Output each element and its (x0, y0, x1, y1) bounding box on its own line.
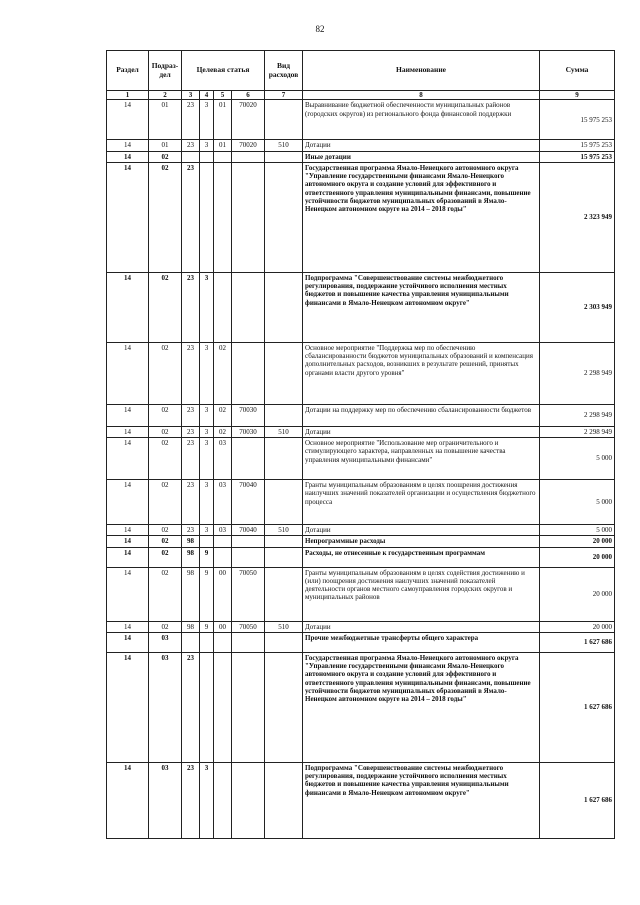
program-cell: 23 (182, 762, 200, 838)
sum-cell: 15 975 253 (540, 151, 615, 162)
program-cell: 23 (182, 342, 200, 404)
direction-cell: 70030 (232, 404, 265, 426)
program-cell: 23 (182, 404, 200, 426)
razdel-cell: 14 (107, 632, 149, 652)
podrazdel-cell: 02 (149, 426, 182, 437)
program-cell: 23 (182, 480, 200, 525)
subprogram-cell (200, 151, 214, 162)
subprogram-cell: 3 (200, 426, 214, 437)
table-row (107, 652, 615, 762)
subprogram-cell: 9 (200, 567, 214, 621)
program-cell: 23 (182, 525, 200, 536)
col-number: 3 (182, 91, 200, 100)
podrazdel-cell: 02 (149, 272, 182, 342)
sum-cell: 5 000 (540, 438, 615, 480)
razdel-cell: 14 (107, 762, 149, 838)
name-cell: Дотации (303, 525, 540, 536)
table-row (107, 151, 615, 162)
sum-cell: 5 000 (540, 525, 615, 536)
sum-cell: 2 298 949 (540, 342, 615, 404)
podrazdel-cell: 02 (149, 567, 182, 621)
razdel-cell: 14 (107, 567, 149, 621)
podrazdel-cell: 03 (149, 652, 182, 762)
sum-cell: 20 000 (540, 567, 615, 621)
razdel-cell: 14 (107, 536, 149, 547)
table-row (107, 100, 615, 140)
razdel-cell: 14 (107, 162, 149, 272)
event-cell: 02 (214, 342, 232, 404)
program-cell: 23 (182, 100, 200, 140)
name-cell: Непрограммные расходы (303, 536, 540, 547)
direction-cell (232, 536, 265, 547)
vid-cell: 510 (265, 525, 303, 536)
podrazdel-cell: 02 (149, 536, 182, 547)
podrazdel-cell: 02 (149, 342, 182, 404)
subprogram-cell: 3 (200, 272, 214, 342)
vid-cell (265, 567, 303, 621)
direction-cell (232, 162, 265, 272)
table-row (107, 547, 615, 567)
col-number: 6 (232, 91, 265, 100)
program-cell: 98 (182, 547, 200, 567)
vid-cell (265, 404, 303, 426)
header-razdel: Раздел (107, 51, 149, 91)
razdel-cell: 14 (107, 525, 149, 536)
direction-cell (232, 272, 265, 342)
vid-cell: 510 (265, 621, 303, 632)
name-cell: Основное мероприятие "Использование мер ограничительного и стимулирующего характера, направленных на повышение качества управления муниципальными финансами" (303, 438, 540, 480)
sum-cell: 1 627 686 (540, 652, 615, 762)
name-cell: Иные дотации (303, 151, 540, 162)
vid-cell (265, 652, 303, 762)
podrazdel-cell: 03 (149, 762, 182, 838)
direction-cell (232, 342, 265, 404)
table-row (107, 567, 615, 621)
podrazdel-cell: 01 (149, 140, 182, 151)
sum-cell: 20 000 (540, 547, 615, 567)
program-cell: 98 (182, 621, 200, 632)
direction-cell (232, 547, 265, 567)
program-cell: 23 (182, 652, 200, 762)
subprogram-cell (200, 162, 214, 272)
col-number: 2 (149, 91, 182, 100)
podrazdel-cell: 02 (149, 547, 182, 567)
header-vid: Вид расходов (265, 51, 303, 91)
subprogram-cell: 3 (200, 140, 214, 151)
direction-cell: 70050 (232, 621, 265, 632)
razdel-cell: 14 (107, 652, 149, 762)
event-cell (214, 547, 232, 567)
vid-cell (265, 536, 303, 547)
subprogram-cell: 3 (200, 480, 214, 525)
razdel-cell: 14 (107, 151, 149, 162)
vid-cell (265, 100, 303, 140)
program-cell: 23 (182, 426, 200, 437)
sum-cell: 15 975 253 (540, 140, 615, 151)
subprogram-cell: 3 (200, 100, 214, 140)
event-cell: 00 (214, 567, 232, 621)
name-cell: Дотации на поддержку мер по обеспечению сбалансированности бюджетов (303, 404, 540, 426)
event-cell (214, 162, 232, 272)
sum-cell: 20 000 (540, 621, 615, 632)
razdel-cell: 14 (107, 342, 149, 404)
podrazdel-cell: 03 (149, 632, 182, 652)
vid-cell (265, 762, 303, 838)
razdel-cell: 14 (107, 547, 149, 567)
direction-cell: 70040 (232, 480, 265, 525)
direction-cell: 70050 (232, 567, 265, 621)
event-cell: 01 (214, 100, 232, 140)
event-cell (214, 536, 232, 547)
razdel-cell: 14 (107, 426, 149, 437)
col-number: 8 (303, 91, 540, 100)
subprogram-cell: 3 (200, 762, 214, 838)
direction-cell (232, 632, 265, 652)
sum-cell: 2 323 949 (540, 162, 615, 272)
vid-cell (265, 632, 303, 652)
event-cell: 01 (214, 140, 232, 151)
subprogram-cell: 9 (200, 621, 214, 632)
vid-cell (265, 480, 303, 525)
sum-cell: 2 298 949 (540, 404, 615, 426)
table-row (107, 140, 615, 151)
budget-table (106, 50, 615, 839)
table-row (107, 438, 615, 480)
table-row (107, 342, 615, 404)
name-cell: Гранты муниципальным образованиям в целях поощрения достижения наилучших значений показателей организации и осуществления бюджетного процесса (303, 480, 540, 525)
vid-cell: 510 (265, 140, 303, 151)
table-row (107, 272, 615, 342)
col-number: 5 (214, 91, 232, 100)
direction-cell (232, 652, 265, 762)
col-number: 4 (200, 91, 214, 100)
direction-cell: 70030 (232, 426, 265, 437)
subprogram-cell (200, 632, 214, 652)
vid-cell (265, 547, 303, 567)
name-cell: Расходы, не отнесенные к государственным программам (303, 547, 540, 567)
event-cell: 02 (214, 404, 232, 426)
razdel-cell: 14 (107, 100, 149, 140)
vid-cell (265, 438, 303, 480)
direction-cell (232, 151, 265, 162)
subprogram-cell: 9 (200, 547, 214, 567)
event-cell: 02 (214, 426, 232, 437)
podrazdel-cell: 02 (149, 480, 182, 525)
sum-cell: 1 627 686 (540, 762, 615, 838)
event-cell: 03 (214, 480, 232, 525)
program-cell: 23 (182, 140, 200, 151)
podrazdel-cell: 01 (149, 100, 182, 140)
program-cell (182, 151, 200, 162)
page-number: 82 (315, 24, 325, 34)
event-cell (214, 652, 232, 762)
razdel-cell: 14 (107, 438, 149, 480)
col-number: 1 (107, 91, 149, 100)
name-cell: Гранты муниципальным образованиям в целях содействия достижению и (или) поощрения достижения наилучших значений показателей деятельности органов местного самоуправления городских округов и муниципальных районов (303, 567, 540, 621)
subprogram-cell: 3 (200, 342, 214, 404)
header-name: Наименование (303, 51, 540, 91)
subprogram-cell (200, 652, 214, 762)
name-cell: Выравнивание бюджетной обеспеченности муниципальных районов (городских округов) из регионального фонда финансовой поддержки (303, 100, 540, 140)
subprogram-cell: 3 (200, 438, 214, 480)
event-cell (214, 151, 232, 162)
event-cell (214, 762, 232, 838)
event-cell: 03 (214, 438, 232, 480)
razdel-cell: 14 (107, 140, 149, 151)
program-cell: 23 (182, 162, 200, 272)
table-row (107, 426, 615, 437)
table-row (107, 536, 615, 547)
direction-cell (232, 438, 265, 480)
vid-cell: 510 (265, 426, 303, 437)
event-cell (214, 272, 232, 342)
program-cell: 98 (182, 567, 200, 621)
header-summa: Сумма (540, 51, 615, 91)
table-body (107, 100, 615, 839)
name-cell: Прочие межбюджетные трансферты общего характера (303, 632, 540, 652)
program-cell: 23 (182, 438, 200, 480)
vid-cell (265, 162, 303, 272)
sum-cell: 1 627 686 (540, 632, 615, 652)
table-row (107, 480, 615, 525)
event-cell: 03 (214, 525, 232, 536)
podrazdel-cell: 02 (149, 151, 182, 162)
subprogram-cell: 3 (200, 404, 214, 426)
event-cell (214, 632, 232, 652)
name-cell: Дотации (303, 140, 540, 151)
name-cell: Подпрограмма "Совершенствование системы межбюджетного регулирования, поддержание устойчивого исполнения местных бюджетов и повышение качества управления муниципальными финансами в Ямало-Ненецком автономном округе" (303, 272, 540, 342)
table-row (107, 162, 615, 272)
podrazdel-cell: 02 (149, 404, 182, 426)
name-cell: Дотации (303, 621, 540, 632)
event-cell: 00 (214, 621, 232, 632)
direction-cell: 70020 (232, 140, 265, 151)
razdel-cell: 14 (107, 480, 149, 525)
sum-cell: 20 000 (540, 536, 615, 547)
table-row (107, 404, 615, 426)
program-cell: 98 (182, 536, 200, 547)
direction-cell: 70040 (232, 525, 265, 536)
podrazdel-cell: 02 (149, 621, 182, 632)
name-cell: Государственная программа Ямало-Ненецкого автономного округа "Управление государственными финансами Ямало-Ненецкого автономного округа и создание условий для эффективного и ответственного управления муниципальными финансами, повышение устойчивости бюджетов муниципальных образований в Ямало-Ненецком автономном округе на 2014 – 2018 годы" (303, 162, 540, 272)
name-cell: Дотации (303, 426, 540, 437)
table-row (107, 621, 615, 632)
subprogram-cell: 3 (200, 525, 214, 536)
sum-cell: 15 975 253 (540, 100, 615, 140)
program-cell: 23 (182, 272, 200, 342)
razdel-cell: 14 (107, 404, 149, 426)
table-row (107, 762, 615, 838)
vid-cell (265, 272, 303, 342)
table-row (107, 525, 615, 536)
sum-cell: 2 303 949 (540, 272, 615, 342)
header-tselevaya: Целевая статья (182, 51, 265, 91)
program-cell (182, 632, 200, 652)
razdel-cell: 14 (107, 272, 149, 342)
table-row (107, 632, 615, 652)
sum-cell: 2 298 949 (540, 426, 615, 437)
name-cell: Подпрограмма "Совершенствование системы межбюджетного регулирования, поддержание устойчивого исполнения местных бюджетов и повышение качества управления муниципальными финансами в Ямало-Ненецком автономном округе" (303, 762, 540, 838)
header-podrazdel: Подраз-дел (149, 51, 182, 91)
name-cell: Основное мероприятие "Поддержка мер по обеспечению сбалансированности бюджетов муниципальных образований и компенсация дополнительных расходов, возникших в результате решений, принятых органами власти другого уровня" (303, 342, 540, 404)
vid-cell (265, 151, 303, 162)
podrazdel-cell: 02 (149, 525, 182, 536)
column-number-row (107, 91, 615, 100)
vid-cell (265, 342, 303, 404)
direction-cell: 70020 (232, 100, 265, 140)
sum-cell: 5 000 (540, 480, 615, 525)
podrazdel-cell: 02 (149, 438, 182, 480)
col-number: 9 (540, 91, 615, 100)
podrazdel-cell: 02 (149, 162, 182, 272)
name-cell: Государственная программа Ямало-Ненецкого автономного округа "Управление государственными финансами Ямало-Ненецкого автономного округа и создание условий для эффективного и ответственного управления муниципальными финансами, повышение устойчивости бюджетов муниципальных образований в Ямало-Ненецком автономном округе на 2014 – 2018 годы" (303, 652, 540, 762)
subprogram-cell (200, 536, 214, 547)
direction-cell (232, 762, 265, 838)
col-number: 7 (265, 91, 303, 100)
razdel-cell: 14 (107, 621, 149, 632)
